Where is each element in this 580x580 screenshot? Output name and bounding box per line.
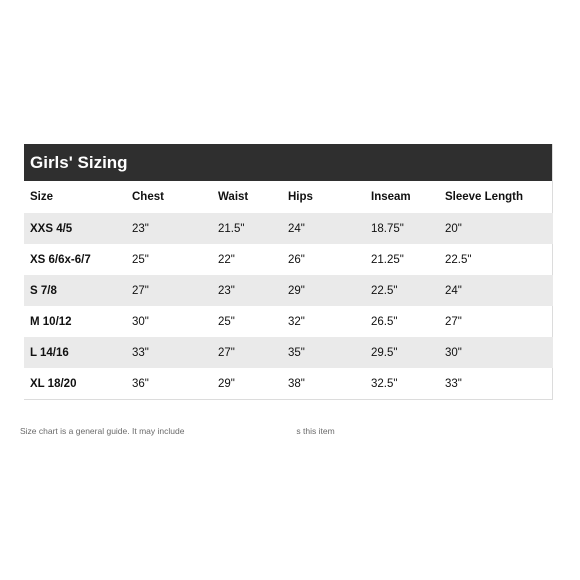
table-row <box>24 213 553 244</box>
sleeve-length-cell: 30" <box>445 337 553 368</box>
waist-cell: 25" <box>218 315 235 328</box>
chest-cell: 30" <box>132 315 149 328</box>
inseam-cell: 26.5" <box>371 315 398 328</box>
hips-cell: 35" <box>288 337 371 368</box>
waist-cell: 29" <box>218 377 235 390</box>
sleeve-length-cell: 24" <box>445 275 553 306</box>
size-cell: M 10/12 <box>30 315 72 328</box>
size-cell: XS 6/6x-6/7 <box>30 253 91 266</box>
table-row <box>24 275 553 306</box>
hips-cell: 32" <box>288 315 305 328</box>
waist-cell: 27" <box>218 337 288 368</box>
table-row <box>24 337 553 368</box>
waist-cell: 21.5" <box>218 213 288 244</box>
column-header-inseam: Inseam <box>371 191 411 203</box>
hips-cell: 24" <box>288 213 371 244</box>
inseam-cell: 22.5" <box>371 275 445 306</box>
table-row <box>24 306 553 337</box>
column-header-size: Size <box>30 191 54 203</box>
size-cell: L 14/16 <box>24 337 132 368</box>
size-table <box>24 181 553 399</box>
column-header-chest: Chest <box>132 191 164 203</box>
chart-title: Girls' Sizing <box>24 144 552 181</box>
sleeve-length-cell: 22.5" <box>445 253 472 266</box>
inseam-cell: 29.5" <box>371 337 445 368</box>
size-chart-card <box>24 144 553 400</box>
table-row <box>24 368 553 399</box>
waist-cell: 23" <box>218 275 288 306</box>
size-cell: XL 18/20 <box>30 377 77 390</box>
column-header-hips: Hips <box>288 191 313 203</box>
column-header-sleeve-length: Sleeve Length <box>445 191 523 203</box>
disclaimer-text-start: Size chart is a general guide. It may include <box>20 426 185 436</box>
size-cell: S 7/8 <box>24 275 132 306</box>
chest-cell: 23" <box>132 213 218 244</box>
inseam-cell: 32.5" <box>371 377 398 390</box>
disclaimer-text <box>20 426 335 436</box>
table-row <box>24 244 553 275</box>
chest-cell: 27" <box>132 275 218 306</box>
size-cell: XXS 4/5 <box>24 213 132 244</box>
sleeve-length-cell: 33" <box>445 377 462 390</box>
chest-cell: 36" <box>132 377 149 390</box>
chest-cell: 33" <box>132 337 218 368</box>
sleeve-length-cell: 20" <box>445 213 553 244</box>
hips-cell: 26" <box>288 253 305 266</box>
hips-cell: 29" <box>288 275 371 306</box>
inseam-cell: 21.25" <box>371 253 404 266</box>
chest-cell: 25" <box>132 253 149 266</box>
header-row <box>24 181 553 213</box>
waist-cell: 22" <box>218 253 235 266</box>
disclaimer-text-end: s this item <box>296 426 335 436</box>
inseam-cell: 18.75" <box>371 213 445 244</box>
column-header-waist: Waist <box>218 191 249 203</box>
sleeve-length-cell: 27" <box>445 315 462 328</box>
hips-cell: 38" <box>288 377 305 390</box>
